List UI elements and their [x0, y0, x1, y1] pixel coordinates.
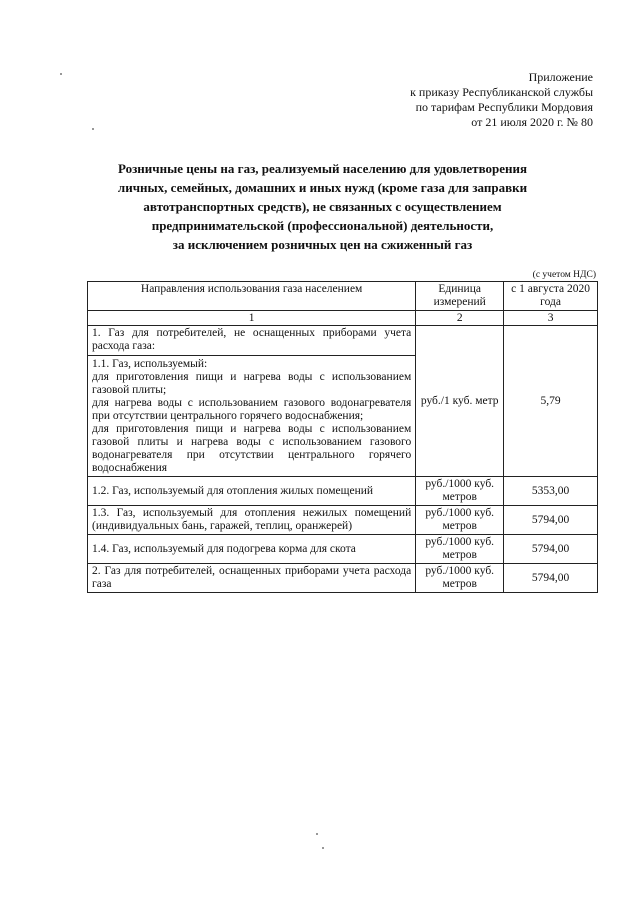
header-unit: Единица измерений: [416, 282, 504, 311]
row-1-subheading: 1.1. Газ, используемый:: [88, 355, 415, 371]
scan-speck: [316, 833, 318, 835]
title-line-1: Розничные цены на газ, реализуемый населению для удовлетворения: [117, 161, 528, 176]
header-date: с 1 августа 2020 года: [504, 282, 598, 311]
appendix-line-4: от 21 июля 2020 г. № 80: [471, 115, 593, 129]
table-header-row: [88, 282, 598, 311]
title-line-2: личных, семейных, домашних и иных нужд (кроме газа для заправки: [117, 180, 528, 195]
table-row: [88, 506, 598, 535]
scan-speck: [92, 128, 94, 130]
scan-speck: [322, 847, 324, 849]
row-4-unit: руб./1000 куб. метров: [416, 535, 504, 564]
row-1-item-c: для приготовления пищи и нагрева воды с использованием газовой плиты и нагрева воды с использованием газового водонагревателя при отсутствии центрального горячего водоснабжения: [92, 423, 412, 474]
row-5-unit: руб./1000 куб. метров: [416, 564, 504, 593]
table-row: [88, 477, 598, 506]
column-number-1: 1: [88, 311, 416, 326]
scan-speck: [60, 73, 62, 75]
row-1-heading: 1. Газ для потребителей, не оснащенных приборами учета расхода газа:: [92, 327, 412, 352]
row-1-item-a: для приготовления пищи и нагрева воды с использованием газовой плиты;: [92, 371, 412, 396]
document-title: [60, 159, 585, 254]
title-line-5: за исключением розничных цен на сжиженный газ: [172, 237, 473, 252]
row-5-price: 5794,00: [504, 564, 598, 593]
table-row: [88, 564, 598, 593]
title-line-4: предпринимательской (профессиональной) деятельности,: [151, 218, 494, 233]
row-2-unit: руб./1000 куб. метров: [416, 477, 504, 506]
row-2-price: 5353,00: [504, 477, 598, 506]
column-number-row: [88, 311, 598, 326]
appendix-line-1: Приложение: [528, 70, 593, 84]
appendix-block: [410, 70, 593, 130]
row-1-price: 5,79: [504, 326, 598, 477]
header-direction: Направления использования газа населением: [88, 282, 416, 311]
title-line-3: автотранспортных средств), не связанных с осуществлением: [143, 199, 502, 214]
row-1-description: [88, 326, 416, 477]
row-5-description: 2. Газ для потребителей, оснащенных приборами учета расхода газа: [88, 564, 416, 593]
row-3-unit: руб./1000 куб. метров: [416, 506, 504, 535]
table-row: [88, 535, 598, 564]
vat-note: (с учетом НДС): [532, 270, 596, 280]
row-1-item-b: для нагрева воды с использованием газового водонагревателя при отсутствии центрального горячего водоснабжения;: [92, 397, 412, 422]
row-2-description: 1.2. Газ, используемый для отопления жилых помещений: [88, 477, 416, 506]
column-number-2: 2: [416, 311, 504, 326]
appendix-line-3: по тарифам Республики Мордовия: [415, 100, 593, 114]
row-3-price: 5794,00: [504, 506, 598, 535]
row-3-description: 1.3. Газ, используемый для отопления нежилых помещений (индивидуальных бань, гаражей, теплиц, оранжерей): [88, 506, 416, 535]
column-number-3: 3: [504, 311, 598, 326]
price-table: [87, 281, 598, 593]
row-1-unit: руб./1 куб. метр: [416, 326, 504, 477]
table-row: [88, 326, 598, 477]
row-4-description: 1.4. Газ, используемый для подогрева корма для скота: [88, 535, 416, 564]
row-4-price: 5794,00: [504, 535, 598, 564]
appendix-line-2: к приказу Республиканской службы: [410, 85, 593, 99]
